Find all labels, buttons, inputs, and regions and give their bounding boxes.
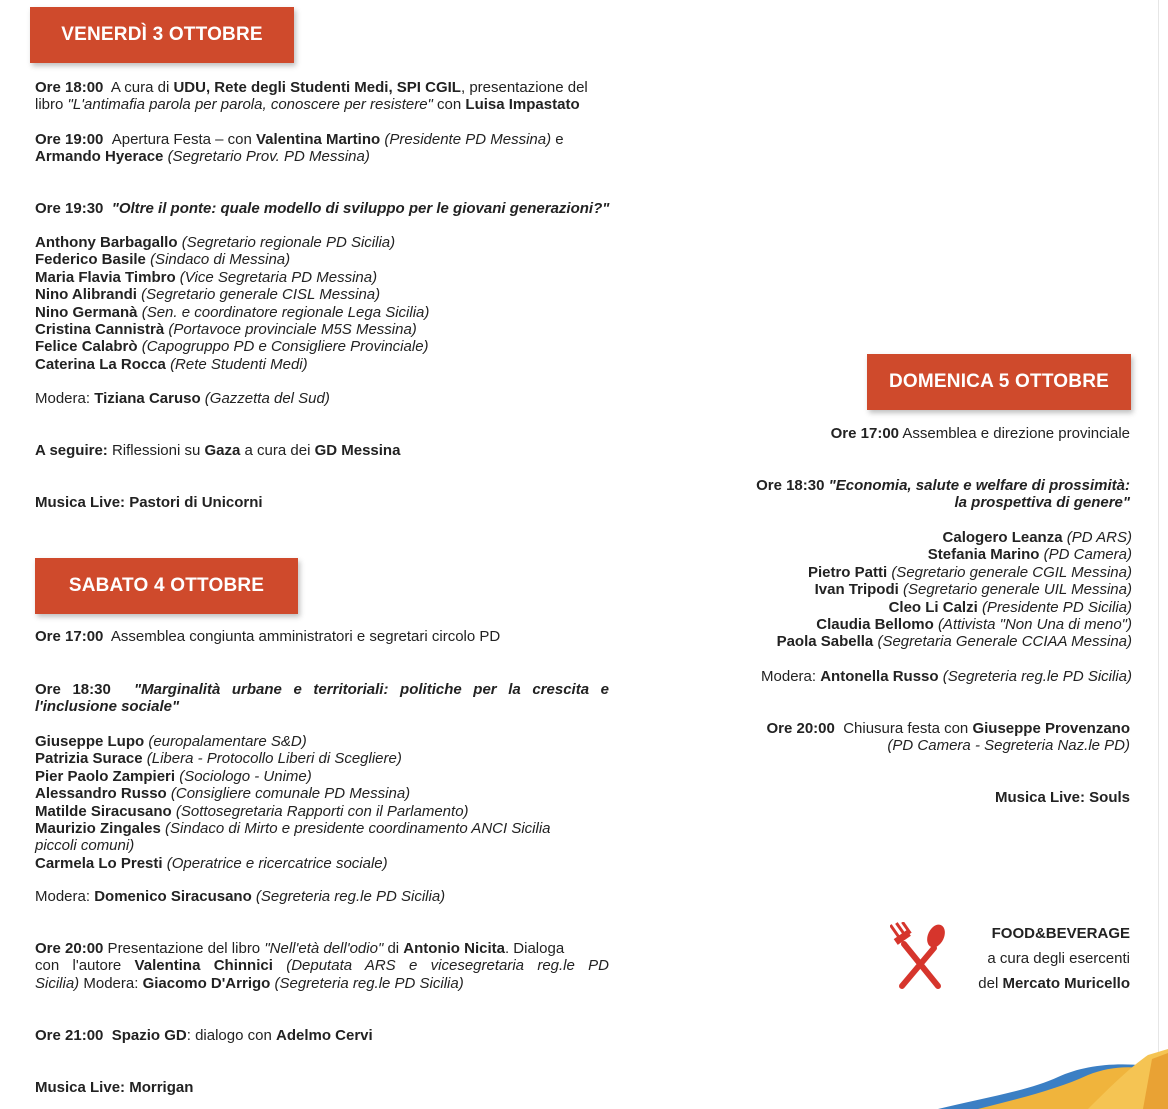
saturday-guest-list [35,733,551,872]
friday-banner: VENERDÌ 3 OTTOBRE [30,7,294,63]
guest-row: Nino Germanà (Sen. e coordinatore regionale Lega Sicilia) [35,303,430,321]
guest-row: Patrizia Surace (Libera - Protocollo Liberi di Scegliere) [35,750,402,768]
saturday-moderator: Modera: Domenico Siracusano (Segreteria reg.le PD Sicilia) [35,888,446,905]
guest-row: Cristina Cannistrà (Portavoce provinciale M5S Messina) [35,321,417,339]
friday-event-1900: Ore 19:00 Apertura Festa – con Valentina Martino (Presidente PD Messina) e Armando Hyerace (Segretario Prov. PD Messina) [35,131,564,166]
guest-row: Calogero Leanza (PD ARS) [942,529,1132,546]
page-edge [1158,0,1159,1109]
saturday-event-1700: Ore 17:00 Assemblea congiunta amministratori e segretari circolo PD [35,628,501,645]
friday-guest-list [35,234,429,373]
guest-row: Anthony Barbagallo (Segretario regionale PD Sicilia) [35,234,396,251]
sunday-event-1830: Ore 18:30 "Economia, salute e welfare di prossimità: la prospettiva di genere" [756,477,1130,512]
friday-music: Musica Live: Pastori di Unicorni [35,494,263,511]
guest-row: Maria Flavia Timbro (Vice Segretaria PD Messina) [35,268,378,286]
fork-spoon-icon [890,922,950,992]
sunday-event-1700: Ore 17:00 Assemblea e direzione provinciale [830,425,1130,442]
guest-row: Matilde Siracusano (Sottosegretaria Rapporti con il Parlamento) [35,802,469,820]
guest-row: Felice Calabrò (Capogruppo PD e Consigliere Provinciale) [35,338,429,356]
guest-row: Federico Basile (Sindaco di Messina) [35,251,291,269]
guest-row: piccoli comuni) [35,837,135,855]
guest-row: Nino Alibrandi (Segretario generale CISL Messina) [35,286,381,304]
guest-row: Pietro Patti (Segretario generale CGIL Messina) [807,563,1132,581]
sunday-guest-list [777,529,1132,651]
guest-row: Stefania Marino (PD Camera) [927,546,1132,564]
saturday-banner: SABATO 4 OTTOBRE [35,558,298,614]
guest-row: Cleo Li Calzi (Presidente PD Sicilia) [888,598,1132,616]
saturday-music: Musica Live: Morrigan [35,1079,194,1096]
friday-event-1930: Ore 19:30 "Oltre il ponte: quale modello di sviluppo per le giovani generazioni?" [35,200,610,217]
friday-after: A seguire: Riflessioni su Gaza a cura dei GD Messina [35,442,401,459]
sunday-music: Musica Live: Souls [994,789,1130,806]
guest-row: Ivan Tripodi (Segretario generale UIL Messina) [814,581,1132,599]
guest-row: Alessandro Russo (Consigliere comunale PD Messina) [35,785,411,803]
guest-row: Carmela Lo Presti (Operatrice e ricercatrice sociale) [35,854,388,872]
friday-moderator: Modera: Tiziana Caruso (Gazzetta del Sud) [35,390,330,407]
sunday-event-2000: Ore 20:00 Chiusura festa con Giuseppe Provenzano (PD Camera - Segreteria Naz.le PD) [766,720,1130,755]
saturday-event-2100: Ore 21:00 Spazio GD: dialogo con Adelmo Cervi [35,1027,373,1044]
guest-row: Maurizio Zingales (Sindaco di Mirto e presidente coordinamento ANCI Sicilia [35,820,551,838]
sunday-banner: DOMENICA 5 OTTOBRE [867,354,1131,410]
saturday-event-1830: Ore 18:30 "Marginalità urbane e territoriali: politiche per la crescita e l'inclusione sociale" [35,681,609,716]
sunday-moderator: Modera: Antonella Russo (Segreteria reg.le PD Sicilia) [761,668,1132,685]
decorative-wave [938,1049,1168,1109]
guest-row: Pier Paolo Zampieri (Sociologo - Unime) [35,767,312,785]
guest-row: Caterina La Rocca (Rete Studenti Medi) [35,355,308,373]
friday-event-1800: Ore 18:00 A cura di UDU, Rete degli Studenti Medi, SPI CGIL, presentazione del libro "L'antimafia parola per parola, conoscere per resistere" con Luisa Impastato [35,79,588,114]
saturday-event-2000: Ore 20:00 Presentazione del libro "Nell'età dell'odio" di Antonio Nicita. Dialoga con l'autore Valentina Chinnici (Deputata ARS e vicesegretaria reg.le PD Sicilia) Modera: Giacomo D'Arrigo (Segreteria reg.le PD Sicilia) [35,940,609,992]
guest-row: Giuseppe Lupo (europalamentare S&D) [35,733,307,750]
guest-row: Claudia Bellomo (Attivista "Non Una di meno") [816,616,1132,634]
food-beverage-block: FOOD&BEVERAGE a cura degli esercenti del Mercato Muricello [978,925,1130,992]
guest-row: Paola Sabella (Segretaria Generale CCIAA Messina) [776,633,1132,651]
